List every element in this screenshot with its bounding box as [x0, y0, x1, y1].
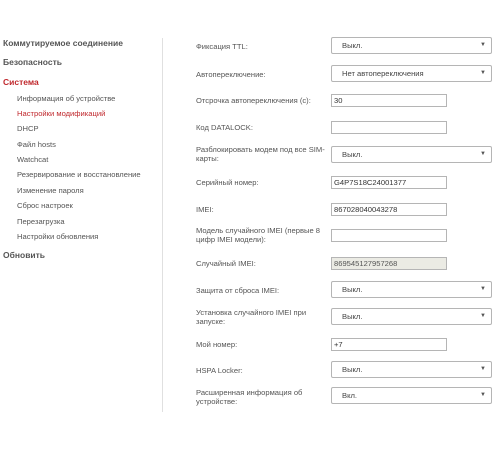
imei-input[interactable]: 867028040043278: [331, 203, 447, 216]
unlock-sim-select[interactable]: [331, 146, 492, 163]
my-number-value: +7: [334, 340, 343, 349]
hspa-locker-select[interactable]: [331, 361, 492, 378]
my-number-label: Мой номер:: [196, 340, 238, 349]
random-imei-boot-label: Установка случайного IMEI при запуске:: [196, 308, 307, 326]
sidebar: [0, 0, 160, 450]
my-number-input[interactable]: [331, 338, 447, 351]
chevron-down-icon: ▼: [480, 42, 486, 48]
sidebar-group-update[interactable]: Обновить: [3, 250, 46, 260]
chevron-down-icon: ▼: [480, 392, 486, 398]
imei-model-input[interactable]: [331, 229, 447, 242]
sidebar-divider: [162, 38, 163, 412]
extended-info-select-value: Вкл.: [342, 391, 358, 400]
reset-protect-label: Защита от сброса IMEI:: [196, 286, 280, 295]
extended-info-select[interactable]: [331, 387, 492, 404]
sidebar-item-hosts[interactable]: Файл hosts: [17, 140, 56, 149]
random-imei-boot-select[interactable]: [331, 308, 492, 325]
random-imei-boot-select-value: Выкл.: [342, 312, 363, 321]
datalock-label: Код DATALOCK:: [196, 123, 253, 132]
unlock-sim-select-value: Выкл.: [342, 150, 363, 159]
hspa-locker-label: HSPA Locker:: [196, 366, 243, 375]
ttl-label: Фиксация TTL:: [196, 42, 248, 51]
sidebar-group-dialup[interactable]: Коммутируемое соединение: [3, 38, 123, 48]
sidebar-item-modification-settings[interactable]: Настройки модификаций: [17, 109, 106, 118]
unlock-sim-label: Разблокировать модем под все SIM-карты:: [196, 145, 325, 163]
sidebar-item-update-settings[interactable]: Настройки обновления: [17, 232, 99, 241]
chevron-down-icon: ▼: [480, 151, 486, 157]
ttl-select[interactable]: [331, 37, 492, 54]
random-imei-input: 869545127957268: [331, 257, 447, 270]
ttl-select-value: Выкл.: [342, 41, 363, 50]
hspa-locker-select-value: Выкл.: [342, 365, 363, 374]
autoswitch-label: Автопереключение:: [196, 70, 266, 79]
serial-label: Серийный номер:: [196, 178, 259, 187]
sidebar-group-security[interactable]: Безопасность: [3, 57, 62, 67]
random-imei-label: Случайный IMEI:: [196, 259, 256, 268]
autoswitch-delay-label: Отсрочка автопереключения (с):: [196, 96, 311, 105]
sidebar-item-change-password[interactable]: Изменение пароля: [17, 186, 84, 195]
reset-protect-select-value: Выкл.: [342, 285, 363, 294]
datalock-input[interactable]: [331, 121, 447, 134]
serial-input[interactable]: G4P7S18C24001377: [331, 176, 447, 189]
imei-label: IMEI:: [196, 205, 214, 214]
chevron-down-icon: ▼: [480, 286, 486, 292]
sidebar-item-backup-restore[interactable]: Резервирование и восстановление: [17, 170, 141, 179]
imei-model-label: Модель случайного IMEI (первые 8 цифр IMEI модели):: [196, 226, 321, 244]
chevron-down-icon: ▼: [480, 313, 486, 319]
sidebar-group-system[interactable]: Система: [3, 77, 39, 87]
chevron-down-icon: ▼: [480, 70, 486, 76]
sidebar-item-device-info[interactable]: Информация об устройстве: [17, 94, 116, 103]
autoswitch-select-value: Нет автопереключения: [342, 69, 424, 78]
reset-protect-select[interactable]: [331, 281, 492, 298]
sidebar-item-dhcp[interactable]: DHCP: [17, 124, 39, 133]
autoswitch-select[interactable]: [331, 65, 492, 82]
sidebar-item-watchcat[interactable]: Watchcat: [17, 155, 49, 164]
autoswitch-delay-input[interactable]: 30: [331, 94, 447, 107]
sidebar-item-reboot[interactable]: Перезагрузка: [17, 217, 65, 226]
extended-info-label: Расширенная информация об устройстве:: [196, 388, 303, 406]
sidebar-item-factory-reset[interactable]: Сброс настроек: [17, 201, 73, 210]
chevron-down-icon: ▼: [480, 366, 486, 372]
